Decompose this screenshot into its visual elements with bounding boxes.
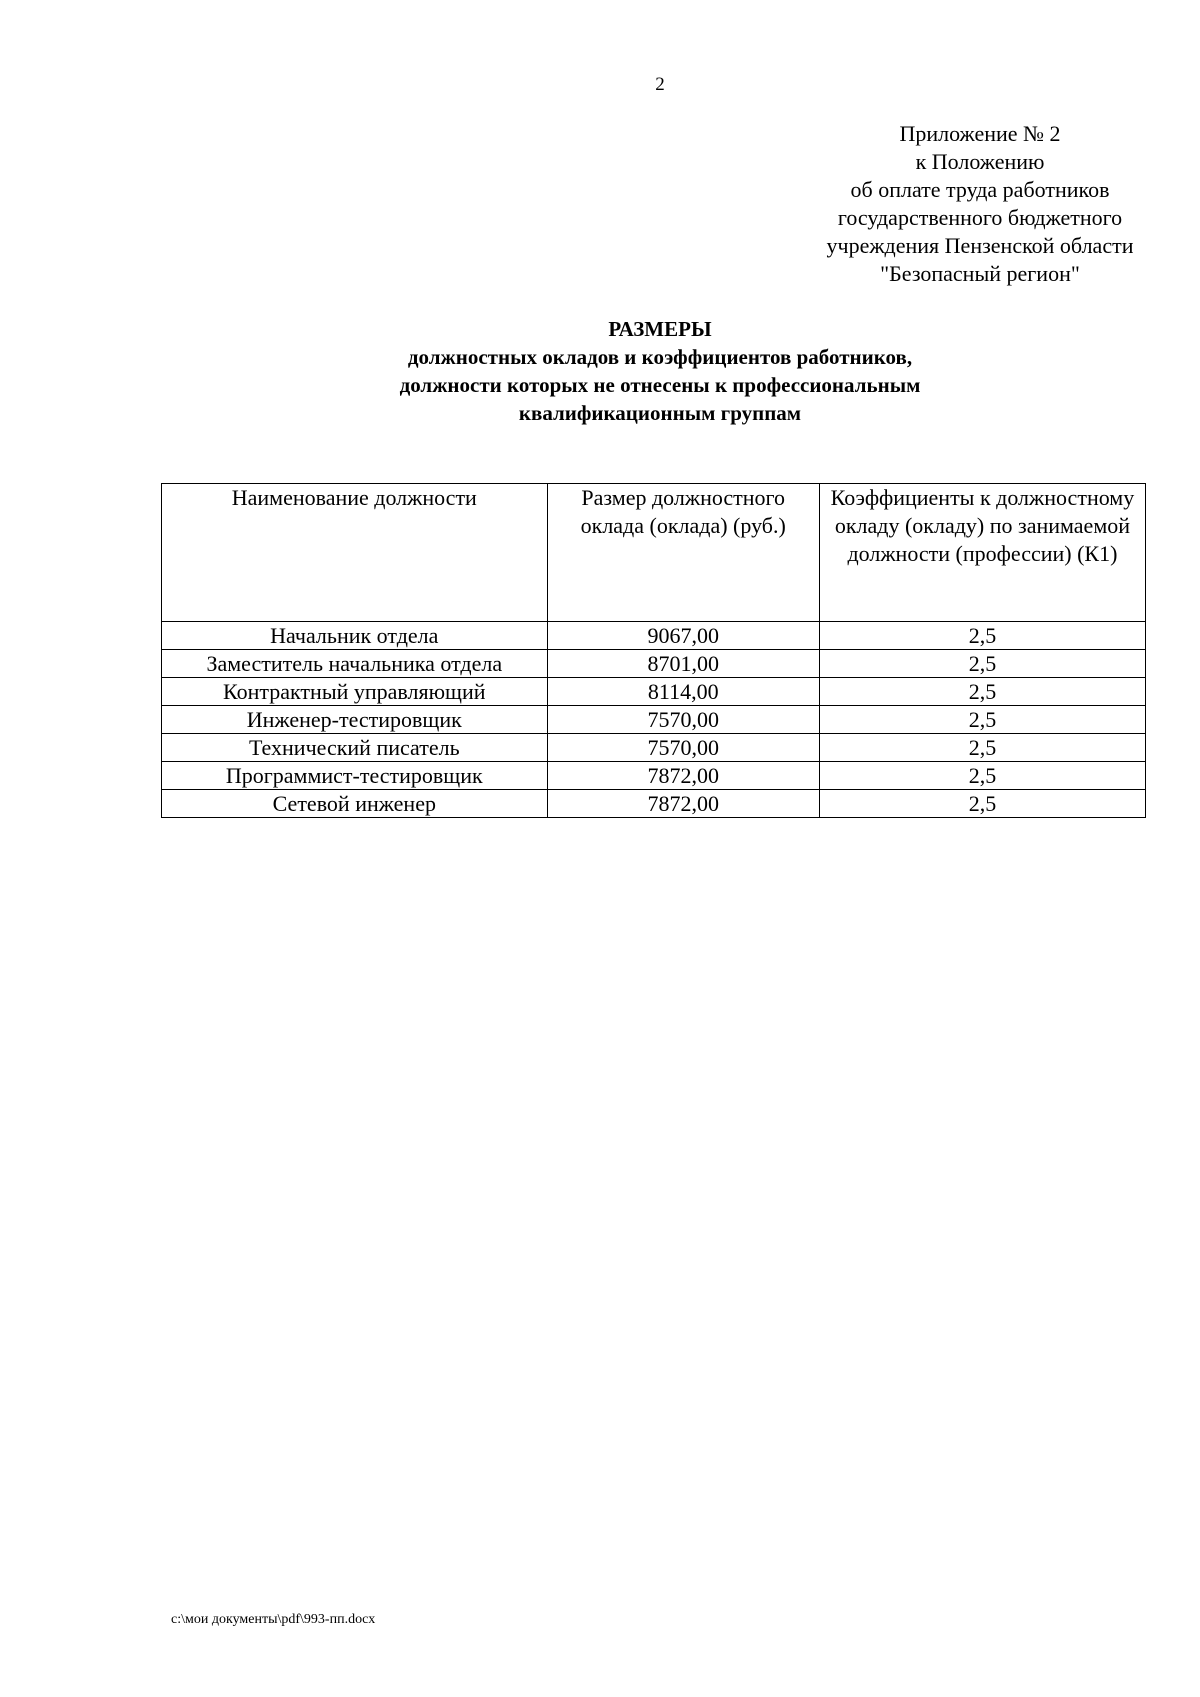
document-title xyxy=(300,315,1020,427)
header-coefficient: Коэффициенты к должностному окладу (окладу) по занимаемой должности (профессии) (К1) xyxy=(819,484,1145,622)
table-header-row xyxy=(162,484,1146,622)
table-row xyxy=(162,678,1146,706)
appendix-line: учреждения Пензенской области xyxy=(826,233,1134,258)
cell-salary: 7570,00 xyxy=(547,734,819,762)
table-row xyxy=(162,762,1146,790)
appendix-line: "Безопасный регион" xyxy=(880,261,1080,286)
cell-coefficient: 2,5 xyxy=(819,734,1145,762)
table-row xyxy=(162,622,1146,650)
salary-table xyxy=(161,483,1146,818)
title-heading: РАЗМЕРЫ xyxy=(608,317,712,341)
appendix-line: государственного бюджетного xyxy=(837,205,1123,230)
file-path-footer: c:\мои документы\pdf\993-пп.docx xyxy=(171,1612,376,1627)
title-line: квалификационным группам xyxy=(518,401,802,425)
cell-position: Контрактный управляющий xyxy=(162,678,548,706)
cell-coefficient: 2,5 xyxy=(819,762,1145,790)
cell-coefficient: 2,5 xyxy=(819,622,1145,650)
cell-salary: 8701,00 xyxy=(547,650,819,678)
cell-salary: 9067,00 xyxy=(547,622,819,650)
appendix-line: об оплате труда работников xyxy=(850,177,1110,202)
table-row xyxy=(162,734,1146,762)
cell-coefficient: 2,5 xyxy=(819,706,1145,734)
cell-position: Начальник отдела xyxy=(162,622,548,650)
appendix-line: к Положению xyxy=(915,149,1045,174)
header-position: Наименование должности xyxy=(162,484,548,622)
appendix-header xyxy=(780,120,1180,288)
table-row xyxy=(162,650,1146,678)
appendix-line: Приложение № 2 xyxy=(899,121,1061,146)
cell-salary: 7872,00 xyxy=(547,790,819,818)
page-number: 2 xyxy=(655,74,665,95)
table-row xyxy=(162,790,1146,818)
title-line: должностных окладов и коэффициентов работников, xyxy=(407,345,913,369)
cell-position: Инженер-тестировщик xyxy=(162,706,548,734)
cell-coefficient: 2,5 xyxy=(819,790,1145,818)
cell-position: Технический писатель xyxy=(162,734,548,762)
cell-position: Программист-тестировщик xyxy=(162,762,548,790)
header-salary: Размер должностного оклада (оклада) (руб.) xyxy=(547,484,819,622)
cell-coefficient: 2,5 xyxy=(819,678,1145,706)
title-line: должности которых не отнесены к профессиональным xyxy=(399,373,921,397)
cell-salary: 7570,00 xyxy=(547,706,819,734)
cell-salary: 8114,00 xyxy=(547,678,819,706)
cell-salary: 7872,00 xyxy=(547,762,819,790)
table-row xyxy=(162,706,1146,734)
cell-coefficient: 2,5 xyxy=(819,650,1145,678)
cell-position: Сетевой инженер xyxy=(162,790,548,818)
cell-position: Заместитель начальника отдела xyxy=(162,650,548,678)
